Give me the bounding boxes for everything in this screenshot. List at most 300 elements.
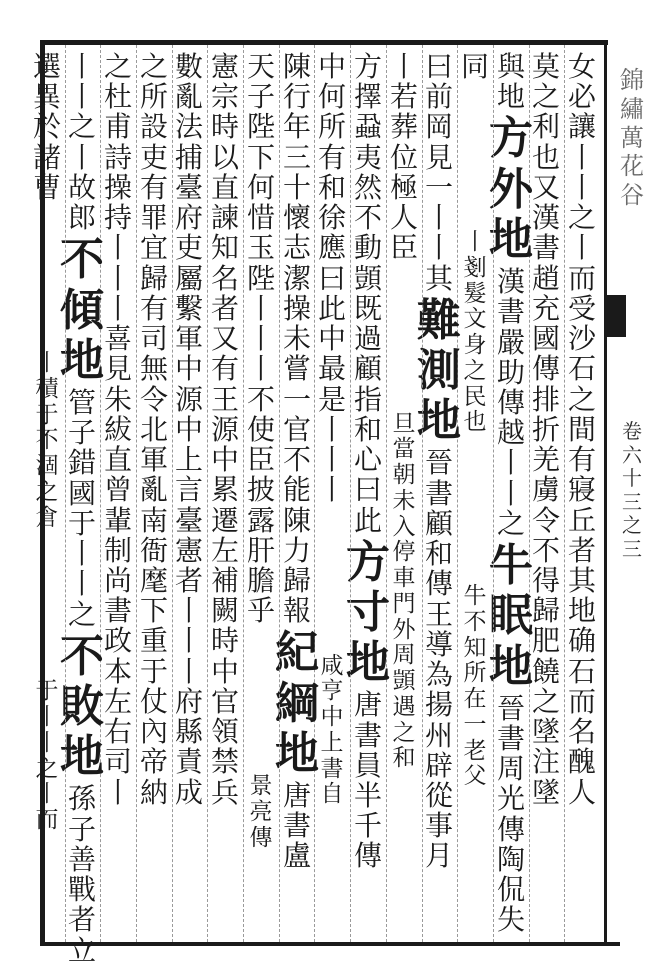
text-char: 書 [496,721,525,755]
text-char: 乎 [246,594,275,628]
margin-title-char: 錦 [620,66,644,94]
annotation-char: 一 [463,711,487,738]
text-char: 傳 [424,567,453,601]
text-char: 數 [174,50,203,83]
text-char: 丨 [67,50,96,83]
annotation-char: 入 [392,513,416,540]
text-char: 一 [424,170,453,204]
text-char: 侃 [496,873,525,907]
text-char: 讓 [567,110,596,144]
text-char: 中 [174,352,203,386]
text-char: 丨 [67,80,96,114]
headword-char: 紀 [275,627,319,679]
text-char: 又 [210,322,239,356]
text-char: 确 [567,624,596,658]
text-char: 位 [389,140,418,174]
text-char: 令 [531,503,560,537]
text-char: 和 [353,412,382,446]
annotation-char: 之 [463,357,487,384]
text-char: 有 [139,291,168,325]
text-char: 葬 [389,110,418,144]
text-char: 上 [174,443,203,477]
headword-char: 不 [60,234,104,286]
text-char: 源 [174,382,203,416]
headword-char: 綱 [275,677,319,729]
text-char: 失 [496,903,525,937]
text-char: 岡 [424,110,453,144]
text-char: 唐 [353,688,382,722]
headword-char: 不 [60,630,104,682]
annotation-char: 咸 [320,652,344,679]
text-char: 子 [67,812,96,846]
text-char: 之 [67,597,96,631]
text-char: 之 [103,50,132,83]
text-char: 是 [317,382,346,416]
annotation-char: 之 [392,719,416,746]
text-char: 傳 [531,352,560,386]
text-char: 曰 [424,50,453,83]
text-char: 虜 [531,473,560,507]
text-char: 中 [210,654,239,688]
text-char: 責 [174,745,203,779]
text-char: 丨 [317,443,346,477]
text-char: 司 [139,322,168,356]
text-char: 屬 [174,261,203,295]
text-char: 之 [531,80,560,114]
annotation-char: 而 [35,807,59,834]
text-char: 直 [103,443,132,477]
annotation-char: 父 [463,763,487,790]
text-char: 玉 [246,231,275,265]
text-char: 丨 [67,567,96,601]
text-char: 異 [32,80,61,114]
annotation-char: 丨 [35,781,59,808]
text-char: 曰 [353,473,382,507]
text-char: 兵 [210,775,239,809]
annotation-char: 朝 [392,462,416,489]
text-char: 顧 [353,352,382,386]
headword-char: 眠 [489,590,533,642]
annotation-char: 和 [392,745,416,772]
text-char: 仗 [139,684,168,718]
text-char: 丨 [567,140,596,174]
text-char: 膽 [246,563,275,597]
text-char: 同 [460,50,489,83]
annotation-char: 門 [392,590,416,617]
text-char: 本 [103,654,132,688]
text-char: 事 [424,809,453,843]
headword-char: 方 [346,536,390,588]
text-char: 其 [567,563,596,597]
text-char: 書 [424,476,453,510]
text-char: 衙 [139,533,168,567]
text-char: 又 [531,170,560,204]
text-char: 中 [174,412,203,446]
text-char: 書 [496,295,525,329]
text-char: 見 [424,140,453,174]
text-char: 不 [282,443,311,477]
text-char: 嘗 [282,352,311,386]
text-char: 夷 [353,140,382,174]
text-char: 憲 [174,533,203,567]
margin-title-char: 萬 [620,123,644,152]
margin-title-char: 花 [620,152,644,181]
text-char: 沙 [567,322,596,356]
text-char: 周 [496,752,525,786]
annotation-char: 丨 [35,350,59,377]
text-char: 歸 [282,563,311,597]
text-char: 設 [139,110,168,144]
annotation-char: 書 [320,755,344,782]
text-char: 得 [531,563,560,597]
text-char: 下 [139,594,168,628]
annotation-char: 民 [463,383,487,410]
fish-tail-mark [604,295,626,337]
text-char: 禁 [210,745,239,779]
text-char: 嚴 [496,325,525,359]
text-char: 曹 [32,170,61,204]
text-char: 漢 [531,201,560,235]
text-char: 漢 [496,265,525,299]
text-char: 下 [246,140,275,174]
text-char: 領 [210,715,239,749]
text-char: 以 [210,140,239,174]
text-char: 然 [353,170,382,204]
text-column [24,52,70,937]
headword-char: 地 [417,395,461,447]
margin-title [609,66,655,210]
text-char: 納 [139,775,168,809]
text-char: 中 [317,50,346,83]
text-char: 歸 [139,261,168,295]
text-char: 孫 [67,782,96,816]
text-char: 之 [67,110,96,144]
text-char: 於 [32,110,61,144]
text-char: 名 [210,261,239,295]
text-char: 所 [139,80,168,114]
text-char: 莫 [531,50,560,83]
annotation-char: 牛 [463,583,487,610]
text-char: 持 [103,201,132,235]
text-char: 丨 [317,473,346,507]
text-char: 丨 [67,140,96,174]
text-char: 千 [353,809,382,843]
text-char: 政 [103,624,132,658]
text-char: 內 [139,715,168,749]
text-char: 書 [531,231,560,265]
headword-char: 方 [489,113,533,165]
text-char: 排 [531,382,560,416]
text-char: 極 [389,170,418,204]
text-char: 何 [246,170,275,204]
headword-spacer [24,531,70,679]
text-char: 軍 [139,443,168,477]
text-char: 丨 [496,446,525,480]
annotation-char: 當 [392,436,416,463]
text-char: 丨 [317,412,346,446]
text-char: 臺 [174,503,203,537]
annotation-char: 所 [463,660,487,687]
annotation-char: 積 [35,375,59,402]
annotation-char: 丨 [35,729,59,756]
text-char: 丨 [174,594,203,628]
annotation-char: 亮 [249,799,273,826]
text-char: 丨 [246,322,275,356]
text-char: 知 [210,231,239,265]
text-char: 曰 [317,261,346,295]
text-char: 和 [317,170,346,204]
text-char: 軍 [174,322,203,356]
text-char: 者 [567,533,596,567]
text-char: 制 [103,533,132,567]
text-char: 戰 [67,873,96,907]
text-char: 于 [67,506,96,540]
text-char: 石 [567,352,596,386]
annotation-char: 于 [35,401,59,428]
text-char: 也 [531,140,560,174]
text-char: 宗 [210,80,239,114]
text-char: 王 [210,382,239,416]
text-char: 月 [424,839,453,873]
text-char: 丨 [567,231,596,265]
annotation-char: 文 [463,306,487,333]
text-char: 肥 [531,624,560,658]
text-char: 杜 [103,80,132,114]
text-char: 亂 [174,80,203,114]
text-char: 最 [317,352,346,386]
text-char: 補 [210,563,239,597]
text-char: 州 [424,718,453,752]
text-char: 亂 [139,473,168,507]
headword-char: 地 [489,213,533,265]
text-char: 利 [531,110,560,144]
text-char: 寢 [567,473,596,507]
text-char: 丨 [103,231,132,265]
text-char: 傳 [353,839,382,873]
text-char: 書 [103,594,132,628]
text-char: 過 [353,322,382,356]
text-char: 其 [424,261,453,295]
annotation-char: 也 [463,409,487,436]
text-char: 累 [210,473,239,507]
text-char: 陛 [246,110,275,144]
annotation-char: 老 [463,737,487,764]
text-char: 丨 [174,654,203,688]
text-char: 臺 [174,170,203,204]
annotation-char: 丨 [35,704,59,731]
text-char: 書 [353,718,382,752]
margin-volume-char: 卷 [622,419,642,443]
text-char: 折 [531,412,560,446]
text-char: 有 [210,352,239,386]
text-char: 朱 [103,382,132,416]
text-char: 不 [353,201,382,235]
annotation-char: 丨 [463,229,487,256]
text-char: 唐 [282,779,311,813]
annotation-char: 上 [320,729,344,756]
text-char: 源 [210,412,239,446]
text-char: 盧 [282,839,311,873]
annotation-char: 倉 [35,504,59,531]
text-char: 時 [210,624,239,658]
text-char: 喜 [103,322,132,356]
text-char: 女 [567,50,596,83]
annotation-char: 之 [35,755,59,782]
text-char: 羌 [531,443,560,477]
text-char: 蝨 [353,110,382,144]
text-char: 言 [174,473,203,507]
annotation-char: 周 [392,642,416,669]
frame-top-border [40,40,608,45]
annotation-char: 車 [392,565,416,592]
margin-volume-char: 十 [622,466,642,491]
text-char: 直 [210,170,239,204]
text-char: 府 [174,684,203,718]
annotation-char: 傳 [249,824,273,851]
text-char: 憲 [210,50,239,83]
text-char: 不 [531,533,560,567]
annotation-char: 旦 [392,410,416,437]
text-char: 不 [246,382,275,416]
text-char: 善 [67,842,96,876]
text-char: 為 [424,658,453,692]
text-char: 之 [531,684,560,718]
text-char: 無 [139,352,168,386]
text-char: 半 [353,779,382,813]
text-char: 趙 [531,261,560,295]
text-char: 右 [103,715,132,749]
text-char: 中 [317,322,346,356]
text-char: 丨 [496,476,525,510]
frame-bottom-border [40,942,620,946]
annotation-char: 剗 [463,254,487,281]
text-char: 丨 [67,537,96,571]
text-char: 受 [567,291,596,325]
text-char: 曾 [103,473,132,507]
annotation-char: 外 [392,616,416,643]
margin-volume-char: 三 [622,536,642,561]
text-char: 故 [67,170,96,204]
text-char: 輩 [103,503,132,537]
text-char: 傳 [496,812,525,846]
text-char: 臣 [246,443,275,477]
text-char: 晉 [496,691,525,725]
text-char: 露 [246,503,275,537]
text-char: 縣 [174,715,203,749]
text-char: 北 [139,412,168,446]
margin-volume [609,420,655,562]
text-char: 繫 [174,291,203,325]
text-char: 子 [67,416,96,450]
headword-char: 地 [489,640,533,692]
text-char: 而 [567,684,596,718]
text-char: 傳 [496,385,525,419]
text-char: 王 [424,597,453,631]
margin-volume-char: 六 [622,442,642,467]
text-char: 帝 [139,745,168,779]
text-char: 導 [424,627,453,661]
margin-volume-char: 之 [622,513,642,538]
annotation-char: 知 [463,634,487,661]
annotation-char: 中 [320,704,344,731]
annotation-char: 亨 [320,678,344,705]
annotation-char: 遇 [392,693,416,720]
text-char: 指 [353,382,382,416]
text-char: 之 [567,201,596,235]
annotation-char: 未 [392,487,416,514]
text-char: 丨 [103,291,132,325]
text-char: 陶 [496,842,525,876]
headword-char: 牛 [489,540,533,592]
text-char: 和 [424,537,453,571]
annotation-char: 于 [35,678,59,705]
text-char: 顧 [424,506,453,540]
text-char: 必 [567,80,596,114]
headword-char: 測 [417,345,461,397]
text-char: 披 [246,473,275,507]
text-char: 能 [282,473,311,507]
text-char: 間 [567,412,596,446]
text-char: 潔 [282,261,311,295]
text-char: 法 [174,110,203,144]
headword-char: 難 [417,294,461,346]
text-char: 員 [353,748,382,782]
text-char: 選 [32,50,61,83]
text-char: 時 [210,110,239,144]
headword-char: 地 [346,637,390,689]
text-char: 陳 [282,503,311,537]
headword-char: 地 [60,731,104,783]
text-char: 丨 [567,170,596,204]
text-char: 諸 [32,140,61,174]
text-char: 既 [353,291,382,325]
text-char: 三 [282,140,311,174]
margin-volume-char: 三 [622,489,642,514]
text-char: 使 [246,412,275,446]
text-char: 一 [282,382,311,416]
text-char: 地 [567,594,596,628]
text-char: 晉 [424,446,453,480]
text-char: 左 [210,533,239,567]
text-char: 丨 [103,261,132,295]
text-char: 司 [103,745,132,779]
text-char: 甫 [103,110,132,144]
text-char: 擇 [353,80,382,114]
text-char: 越 [496,416,525,450]
text-char: 光 [496,782,525,816]
text-char: 陳 [282,50,311,83]
text-char: 報 [282,594,311,628]
annotation-char: 不 [35,427,59,454]
annotation-char: 停 [392,539,416,566]
text-char: 尚 [103,563,132,597]
text-char: 人 [389,201,418,235]
text-char: 何 [317,80,346,114]
text-char: 南 [139,503,168,537]
text-char: 管 [67,385,96,419]
text-char: 此 [317,291,346,325]
annotation-char: 涸 [35,453,59,480]
text-char: 丨 [103,775,132,809]
text-char: 吏 [139,140,168,174]
text-char: 歸 [531,594,560,628]
text-char: 丨 [246,352,275,386]
margin-title-char: 谷 [620,181,644,210]
text-char: 年 [282,110,311,144]
text-char: 丨 [389,50,418,83]
text-char: 從 [424,779,453,813]
annotation-char: 在 [463,686,487,713]
